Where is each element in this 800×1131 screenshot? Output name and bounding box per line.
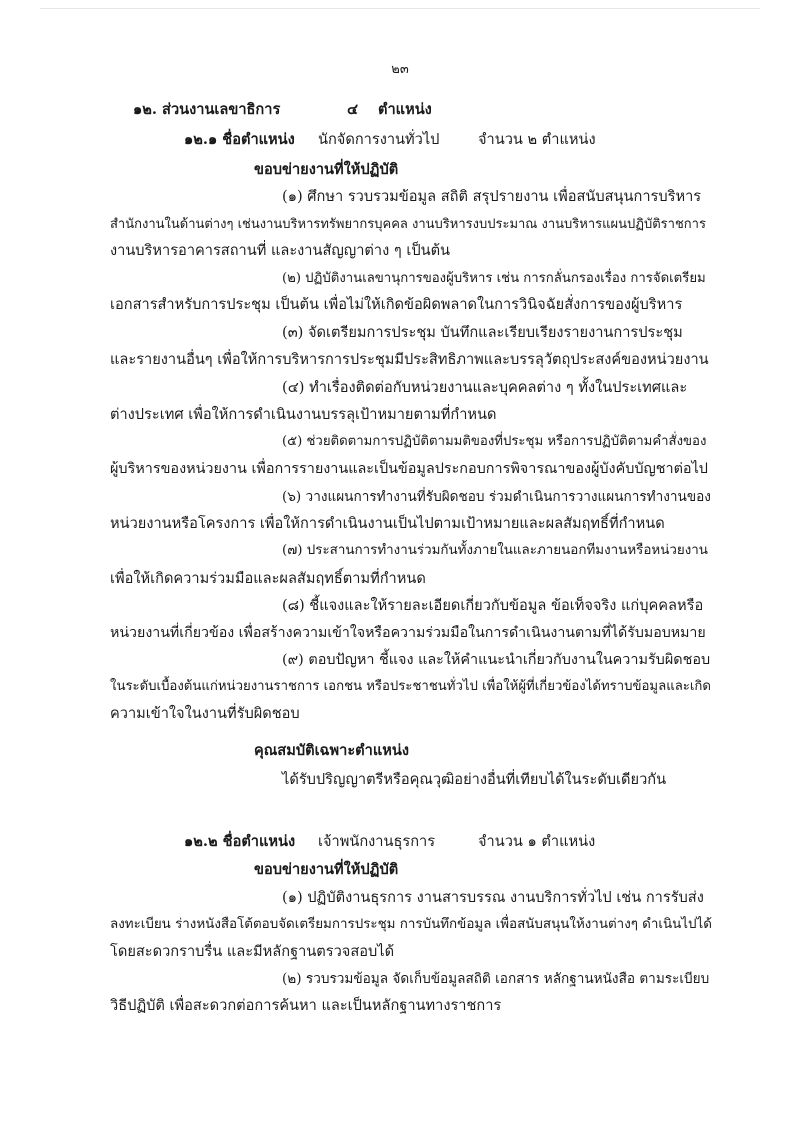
position-1-heading-label: ๑๒.๑ ชื่อตำแหน่ง — [184, 131, 295, 148]
p1-duty-1-line-1-text: (๑) ศึกษา รวบรวมข้อมูล สถิติ สรุปรายงาน เพื่อสนับสนุนการบริหาร — [282, 188, 702, 205]
p1-duty-6-line-2: หน่วยงานหรือโครงการ เพื่อให้การดำเนินงานเป็นไปตามเป้าหมายและผลสัมฤทธิ์ที่กำหนด — [110, 515, 665, 532]
p1-duty-4-line-1: (๔) ทำเรื่องติดต่อกับหน่วยงานและบุคคลต่าง ๆ ทั้งในประเทศและ — [282, 379, 688, 396]
p1-duty-7-line-1: (๗) ประสานการทำงานร่วมกันทั้งภายในและภายนอกทีมงานหรือหน่วยงาน — [282, 543, 708, 558]
p1-duty-3-line-2: และรายงานอื่นๆ เพื่อให้การบริหารการประชุมมีประสิทธิภาพและบรรลุวัตถุประสงค์ของหน่วยงาน — [110, 351, 709, 368]
position-1-amount: จำนวน ๒ ตำแหน่ง — [478, 131, 596, 148]
section-position-count: ๔ — [347, 101, 359, 118]
p1-duty-1-line-3: งานบริหารอาคารสถานที่ และงานสัญญาต่าง ๆ เป็นต้น — [110, 242, 451, 259]
p1-duty-9-line-1: (๙) ตอบปัญหา ชี้แจง และให้คำแนะนำเกี่ยวกับงานในความรับผิดชอบ — [282, 652, 711, 668]
p1-duty-2-line-2: เอกสารสำหรับการประชุม เป็นต้น เพื่อไม่ให้เกิดข้อผิดพลาดในการวินิจฉัยสั่งการของผู้บริหาร — [110, 296, 683, 313]
p1-duty-8-line-1: (๘) ชี้แจงและให้รายละเอียดเกี่ยวกับข้อมูล ข้อเท็จจริง แก่บุคคลหรือ — [282, 597, 704, 614]
position-2-amount: จำนวน ๑ ตำแหน่ง — [478, 833, 596, 850]
p1-duty-3-line-1: (๓) จัดเตรียมการประชุม บันทึกและเรียบเรียงรายงานการประชุม — [282, 324, 683, 341]
position-1-qualification-heading: คุณสมบัติเฉพาะตำแหน่ง — [254, 742, 409, 759]
section-position-unit: ตำแหน่ง — [378, 101, 432, 118]
p1-duty-9-line-3: ความเข้าใจในงานที่รับผิดชอบ — [110, 705, 300, 722]
page-number: ๒๓ — [391, 62, 409, 77]
p2-duty-1-line-2: ลงทะเบียน ร่างหนังสือโต้ตอบจัดเตรียมการประชุม การบันทึกข้อมูล เพื่อสนับสนุนให้งานต่างๆ ดำเนินไปได้ — [110, 917, 712, 932]
p2-duty-2-line-2: วิธีปฏิบัติ เพื่อสะดวกต่อการค้นหา และเป็นหลักฐานทางราชการ — [110, 997, 502, 1014]
position-2-scope-heading: ขอบข่ายงานที่ให้ปฏิบัติ — [254, 861, 399, 878]
p1-duty-8-line-2: หน่วยงานที่เกี่ยวข้อง เพื่อสร้างความเข้าใจหรือความร่วมมือในการดำเนินงานตามที่ได้รับมอบหมาย — [110, 625, 706, 641]
p1-duty-7-line-2: เพื่อให้เกิดความร่วมมือและผลสัมฤทธิ์ตามที่กำหนด — [110, 570, 426, 587]
position-1-name: นักจัดการงานทั่วไป — [318, 131, 440, 148]
position-2-name: เจ้าพนักงานธุรการ — [318, 833, 436, 850]
position-1-qualification-text: ได้รับปริญญาตรีหรือคุณวุฒิอย่างอื่นที่เทียบได้ในระดับเดียวกัน — [282, 771, 667, 788]
p1-duty-5-line-1: (๕) ช่วยติดตามการปฏิบัติตามมติของที่ประชุม หรือการปฏิบัติตามคำสั่งของ — [282, 434, 707, 449]
p1-duty-5-line-2: ผู้บริหารของหน่วยงาน เพื่อการรายงานและเป็นข้อมูลประกอบการพิจารณาของผู้บังคับบัญชาต่อไป — [110, 461, 708, 477]
p1-duty-9-line-2: ในระดับเบื้องต้นแก่หน่วยงานราชการ เอกชน หรือประชาชนทั่วไป เพื่อให้ผู้ที่เกี่ยวข้องได้ทราบข้อมูลและเกิด — [110, 679, 711, 694]
scan-edge-line — [40, 8, 760, 9]
section-title: ๑๒. ส่วนงานเลขาธิการ — [133, 101, 281, 118]
position-2-heading-label: ๑๒.๒ ชื่อตำแหน่ง — [184, 833, 296, 850]
position-1-scope-heading: ขอบข่ายงานที่ให้ปฏิบัติ — [254, 161, 399, 178]
p1-duty-4-line-2: ต่างประเทศ เพื่อให้การดำเนินงานบรรลุเป้าหมายตามที่กำหนด — [110, 406, 497, 423]
p1-duty-1-line-1 — [282, 187, 705, 207]
p1-duty-2-line-1: (๒) ปฏิบัติงานเลขานุการของผู้บริหาร เช่น การกลั่นกรองเรื่อง การจัดเตรียม — [282, 271, 706, 286]
p1-duty-1-line-2: สำนักงานในด้านต่างๆ เช่นงานบริหารทรัพยากรบุคคล งานบริหารงบประมาณ งานบริหารแผนปฏิบัติราชการ — [110, 217, 706, 232]
p2-duty-1-line-3: โดยสะดวกราบรื่น และมีหลักฐานตรวจสอบได้ — [110, 943, 395, 960]
p2-duty-1-line-1: (๑) ปฏิบัติงานธุรการ งานสารบรรณ งานบริการทั่วไป เช่น การรับส่ง — [282, 889, 704, 906]
p2-duty-2-line-1: (๒) รวบรวมข้อมูล จัดเก็บข้อมูลสถิติ เอกสาร หลักฐานหนังสือ ตามระเบียบ — [282, 971, 710, 987]
p1-duty-6-line-1: (๖) วางแผนการทำงานที่รับผิดชอบ ร่วมดำเนินการวางแผนการทำงานของ — [282, 489, 711, 505]
